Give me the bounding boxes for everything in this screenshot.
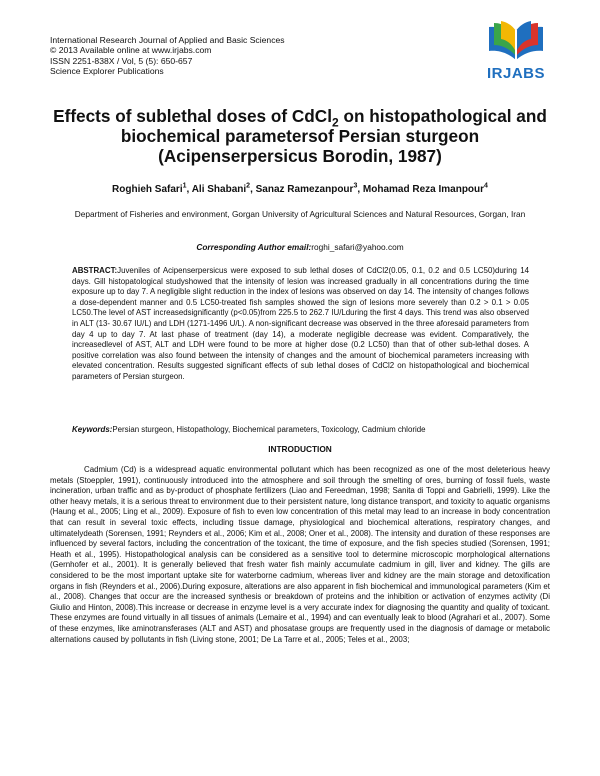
author-name: Ali Shabani [191, 184, 247, 195]
abstract-text: Juveniles of Acipenserpersicus were exposed to sub lethal doses of CdCl2(0.05, 0.1, 0.2 and 0.5 LC50)during 14 days. Gill histopatological studyshowed that the intensity of lesion was increased gradually in all concentrations during the time exposure up to day 7. A negligible slight reduction in the index of lesions was observed on day 14. The intensity of changes follows a dose-dependent manner and 0.5 LC50-treated fish samples showed the sign of lesions more severely than 0.2 > 0.1 > 0.05 LC50.The level of AST increasedsignificantly (p<0.05)from 225.5 to 262.7 IU/Lduring the first 4 days. This trend was also observed in ALT (13- 30.67 IU/L) and LDH (1271-1496 U/L). A non-significant decrease was observed in the three aforesaid parameters from day 4 up to day 7. At last phase of treatment (day 14), a moderate negligible decrease was evident. Comparatively, the increasedlevel of AST, ALT and LDH were found to be more at higher dose (0.2 LC50) than that of other sub-lethal doses. A positive correlation was also found between the intensity of changes and the amount of biochemical parameters increasing with elevated concentration. Results suggested significant effects of sub lethal doses of CdCl2 on histopathological and biochemical parameters of Persian sturgeon. [72, 266, 529, 381]
logo-wordmark: IRJABS [486, 65, 545, 82]
author-affil-mark: 3 [353, 182, 358, 190]
affiliation: Department of Fisheries and environment, Gorgan University of Agricultural Sciences and Natural Resources, Gorgan, Iran [74, 209, 526, 219]
open-book-icon [485, 20, 547, 66]
introduction-paragraph: Cadmium (Cd) is a widespread aquatic environmental pollutant which has been recognized as one of the most deleterious heavy metals (Stoeppler, 1991), continuously introduced into the atmosphere and soil through the smelting of ores, burning of fossil fuels, waste incineration, urban traffic and as by-product of phosphate fertilizers (Liao and Fereedman, 1998; Sanita di Toppi and Gabrielli, 1999). Like the other heavy metals, it is a serious threat to environment due to their persistent nature, long distance transport, and toxicity to aquatic organisms (Haung et al., 2005; Ling et al., 2009). Exposure of fish to even low concentration of this metal may lead to an increase in body concentration that can result in several toxic effects, including tissue damage, physiological and biochemical alterations, respiratory changes, and ultimatelydeath (Sorensen, 1991; Reynders et al., 2006; Kim et al., 2008; Oner et al., 2008). The intensity and duration of these responses are influenced by several factors, including the concentration of the toxicant, the time of exposure, and the fish species studied (Sorensen, 1991; Heath et al., 1995). Histopathological analysis can be considered as a sensitive tool to determine microscopic morphological alternations (Gernhofer et al., 2001). It is generally believed that fresh water fish mainly accumulate cadmium in gill, liver and kidney. The gills are considered to be the most important uptake site for waterborne cadmium, whereas liver and kidney are the main storage and detoxification organs in fish (Reynders et al., 2006).During exposure, alterations are also apparent in fish biochemical and immunological parameters (Kim et al., 2008). Changes that occur are the increased synthesis or breakdown of proteins and the inhibition or activation of enzymes activity (Di Giulio and Hinton, 2008).This increase or decrease in enzyme level is a very accurate index for diagnosing the quantity and quality of toxicant. These enzymes are found virtually in all tissues of animals (Lemaire et al., 1994) and can eventually leak to blood (Agrahari et al., 2007). Some of these enzymes, like aminotransferases (ALT and AST) and phosatase groups are frequently used in the diagnosis of damage or metabolic alternations caused by pollutants in fish (Living stone, 2001; De La Tarre et al., 2005; Teles et al., 2003; [50, 465, 550, 644]
author-name: Mohamad Reza Imanpour [362, 184, 485, 195]
section-heading-introduction: INTRODUCTION [268, 444, 332, 454]
corresponding-label: Corresponding Author email: [196, 242, 312, 252]
author-affil-mark: 1 [182, 182, 187, 190]
author-affil-mark: 4 [484, 182, 488, 190]
author-separator: , [186, 184, 192, 195]
journal-publisher: Science Explorer Publications [50, 66, 164, 77]
journal-logo [476, 20, 556, 90]
author-affil-mark: 2 [246, 182, 251, 190]
journal-header [50, 35, 285, 77]
journal-issn: ISSN 2251-838X / Vol, 5 (5): 650-657 [50, 55, 193, 66]
abstract [72, 266, 529, 383]
keywords [72, 425, 529, 434]
author-separator: , [250, 184, 256, 195]
journal-name: International Research Journal of Applied and Basic Sciences [50, 35, 285, 45]
title-part1: Effects of sublethal doses of CdCl [53, 106, 332, 126]
paper-title [40, 106, 560, 166]
author-name: Sanaz Ramezanpour [255, 184, 354, 195]
corresponding-email[interactable]: roghi_safari@yahoo.com [311, 242, 404, 252]
author-name: Roghieh Safari [112, 184, 183, 195]
keywords-label: Keywords: [72, 425, 113, 434]
author-list [40, 184, 560, 195]
abstract-label: ABSTRACT: [72, 266, 118, 275]
title-subscript: 2 [332, 115, 339, 130]
journal-copyright: © 2013 Available online at www.irjabs.com [50, 45, 212, 56]
keywords-text: Persian sturgeon, Histopathology, Biochemical parameters, Toxicology, Cadmium chloride [112, 425, 426, 434]
corresponding-author [40, 242, 560, 252]
title-part2: on histopathological and biochemical parametersof Persian sturgeon (Acipenserpersicus Borodin, 1987) [120, 106, 547, 166]
author-separator: , [357, 184, 363, 195]
